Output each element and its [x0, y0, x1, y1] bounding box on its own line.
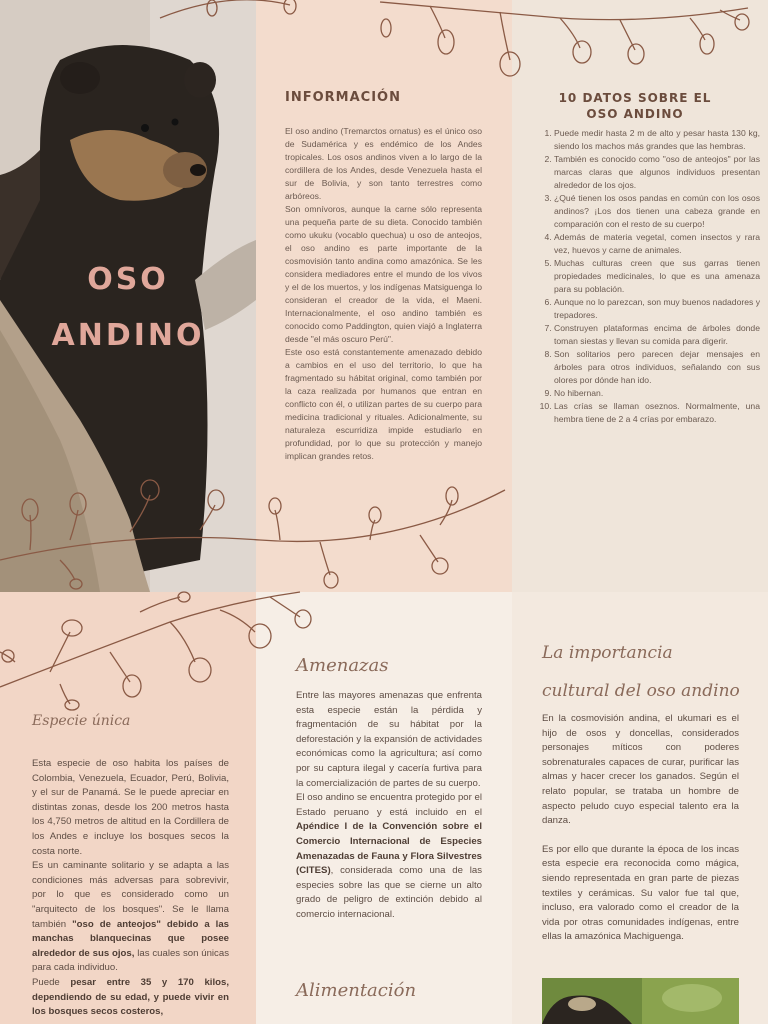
- amenazas-heading: Amenazas: [296, 655, 389, 676]
- cover-title-line2: ANDINO: [51, 318, 205, 353]
- especie-text: [32, 757, 229, 1020]
- cover-title: [0, 252, 256, 364]
- especie-paragraph-3: Puede pesar entre 35 y 170 kilos, dependiendo de su edad, y puede vivir en los bosques secos costeros,: [32, 976, 229, 1018]
- cultural-paragraph-2: Es por ello que durante la época de los incas esta especie era reconocida como mágica, siendo representada en gran parte de piezas textiles y cerámicas. Su valor fue tal que, incluso, era valorado como el creador de la vida por otras comunidades indígenas, entre ellas la amazónica Machiguenga.: [542, 843, 739, 943]
- info-paragraph-2: Son omnívoros, aunque la carne sólo representa una pequeña parte de su dieta. Conocido también como ukuku (vocablo quechua) u oso de anteojos, el oso andino es parte importante de la cosmovisión tanto andina como amazónica. Se les considera mediadores entre el mundo de los vivos y el de los muertos, y los indígenas Matsiguenga lo consideran el creador de la vida, el Maeni. Internacionalmente, el oso andino también es conocido como Paddington, quien viajó a Inglaterra desde "el más oscuro Perú".: [285, 204, 482, 344]
- fact-item: 1. Puede medir hasta 2 m de alto y pesar hasta 130 kg, siendo los machos más grandes que las hembras.: [554, 127, 760, 153]
- info-text: [285, 125, 482, 463]
- alimentacion-heading: Alimentación: [296, 980, 417, 1001]
- info-paragraph-1: El oso andino (Tremarctos ornatus) es el único oso de Sudamérica y es endémico de los Andes tropicales. Los osos andinos viven a lo largo de la cordillera de los Andes, desde Venezuela hasta el sur de Bolivia, y son tanto terrestres como arbóreos.: [285, 126, 482, 201]
- fact-item: 10. Las crías se llaman oseznos. Normalmente, una hembra tiene de 2 a 4 crías por embarazo.: [554, 400, 760, 426]
- fact-item: 9. No hibernan.: [554, 387, 760, 400]
- amenazas-paragraph-1: Entre las mayores amenazas que enfrenta esta especie están la pérdida y fragmentación de su hábitat por la deforestación y la expansión de actividades económicas como la agricultura; así como por su captura ilegal y cacería furtiva para la comercialización de partes de su cuerpo.: [296, 690, 482, 789]
- facts-list: [528, 127, 760, 426]
- fact-item: 6. Aunque no lo parezcan, son muy buenos nadadores y trepadores.: [554, 296, 760, 322]
- cultural-heading-line1: La importancia: [542, 643, 673, 663]
- vine-ornament-top: [0, 0, 768, 90]
- fact-item: 2. También es conocido como "oso de anteojos" por las marcas claras que algunos individuos presentan alrededor de los ojos.: [554, 153, 760, 192]
- fact-item: 8. Son solitarios pero parecen dejar mensajes en árboles para otros individuos, señalando con sus olores por dónde han ido.: [554, 348, 760, 387]
- cultural-paragraph-1: En la cosmovisión andina, el ukumari es el hijo de osos y doncellas, considerados personajes míticos con poderes sobrenaturales capaces de curar, purificar las almas y hacer crecer los ganados. Según el relato popular, se trataba un hombre de aspecto peludo cuyo especial talento era la danza.: [542, 713, 739, 827]
- cultural-heading: [542, 634, 740, 710]
- info-heading: INFORMACIÓN: [285, 90, 401, 105]
- vine-ornament-middle: [0, 470, 512, 590]
- fact-item: 3. ¿Qué tienen los osos pandas en común con los osos andinos? ¡Los dos tienen una cabeza grande en comparación con el resto de su cuerpo!: [554, 192, 760, 231]
- facts-heading: 10 DATOS SOBRE EL OSO ANDINO: [558, 91, 712, 121]
- especie-paragraph-2: Es un caminante solitario y se adapta a las condiciones más adversas para sobrevivir, por lo que es considerado como un "arquitecto de los bosques". Se le llama también "oso de anteojos" debido a las manchas blanquecinas que posee alrededor de sus ojos, las cuales son únicas para cada individuo.: [32, 860, 229, 974]
- bear-thumbnail-photo: [542, 978, 739, 1024]
- especie-heading: Especie única: [32, 713, 131, 729]
- cultural-text: [542, 712, 739, 945]
- fact-item: 4. Además de materia vegetal, comen insectos y rara vez, huevos y carne de animales.: [554, 231, 760, 257]
- info-paragraph-3: Este oso está constantemente amenazado debido a cambios en el uso del territorio, lo que ha fragmentado su hábitat original, como también por la caza realizada por humanos que entran en conflicto con él, o utilizan partes de su cuerpo para medicina tradicional y rituales. Adicionalmente, su naturaleza escurridiza impide estudiarlo en profundidad, por lo que su protección y manejo implican grandes retos.: [285, 347, 482, 461]
- fact-item: 5. Muchas culturas creen que sus garras tienen propiedades medicinales, lo que es una amenaza para su población.: [554, 257, 760, 296]
- cultural-heading-line2: cultural del oso andino: [542, 681, 740, 701]
- amenazas-paragraph-2: El oso andino se encuentra protegido por el Estado peruano y está incluido en el Apéndice I de la Convención sobre el Comercio Internacional de Especies Amenazadas de Fauna y Flora Silvestres (CITES), considerada como una de las especies sobre las que se cierne un alto grado de peligro de extinción debido al comercio internacional.: [296, 792, 482, 920]
- amenazas-text: [296, 689, 482, 923]
- cover-title-line1: OSO: [87, 262, 169, 297]
- fact-item: 7. Construyen plataformas encima de árboles donde toman siestas y llevan su comida para digerir.: [554, 322, 760, 348]
- especie-paragraph-1: Esta especie de oso habita los países de Colombia, Venezuela, Ecuador, Perú, Bolivia, y el sur de Panamá. Se le puede apreciar en distintas zonas, desde los 200 metros hasta los 4,750 metros de altitud en la Cordillera de los Andes e incluye los bosques secos la costa norte.: [32, 758, 229, 857]
